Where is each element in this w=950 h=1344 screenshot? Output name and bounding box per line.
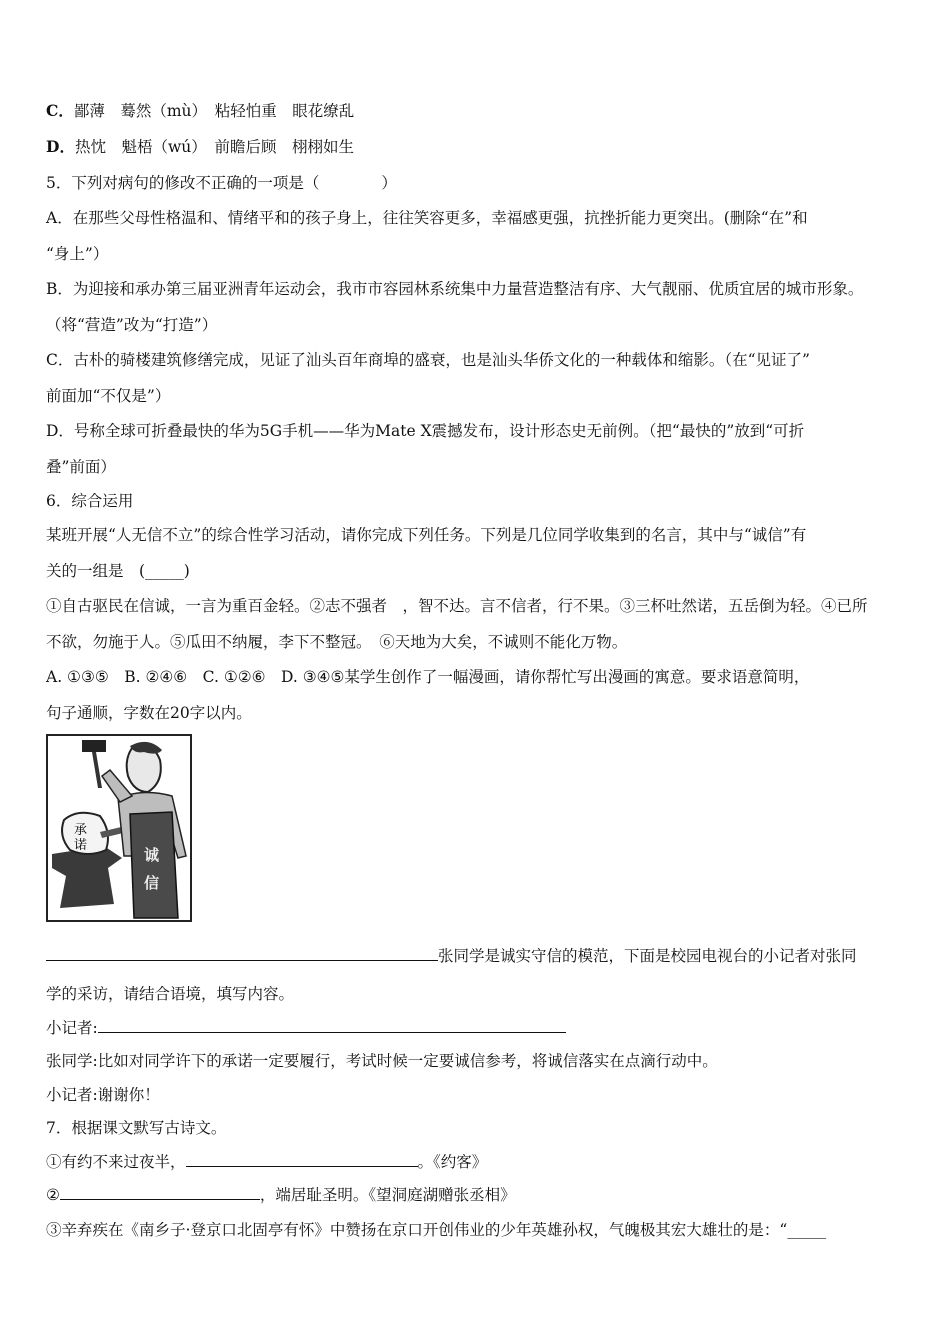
q7-blank-1[interactable]: [186, 1152, 418, 1167]
answer-blank[interactable]: [46, 946, 438, 961]
q6-answer-line1: [46, 944, 906, 968]
option-text: 鄙薄 蓦然（mù） 粘轻怕重 眼花缭乱: [73, 102, 355, 120]
q4-option-c: [46, 99, 906, 123]
q6-answer-line2: 学的采访，请结合语境，填写内容。: [46, 985, 295, 1003]
q6-title: 6．综合运用: [46, 492, 134, 510]
q6-intro-line2: 关的一组是 (_____): [46, 562, 190, 580]
q6-quotes-line1: ①自古驱民在信诚，一言为重百金轻。②志不强者 ，智不达。言不信者，行不果。③三杯吐然诺，五岳倒为轻。④已所: [46, 597, 868, 615]
rock-word-2: 诺: [74, 838, 88, 853]
q6-options-line2: 句子通顺，字数在20字以内。: [46, 704, 252, 722]
q5-option-a-line1: A．在那些父母性格温和、情绪平和的孩子身上，往往笑容更多，幸福感更强，抗挫折能力更突出。(删除“在”和: [46, 209, 808, 227]
q5-option-d-line1: D．号称全球可折叠最快的华为5G手机——华为Mate X震撼发布，设计形态史无前例。（把“最快的”放到“可折: [46, 422, 805, 440]
q5-option-b-line1: B．为迎接和承办第三届亚洲青年运动会，我市市容园林系统集中力量营造整洁有序、大气靓丽、优质宜居的城市形象。: [46, 280, 864, 298]
reporter-label: 小记者:: [46, 1019, 98, 1037]
zhang-reply: 张同学:比如对同学许下的承诺一定要履行，考试时候一定要诚信参考，将诚信落实在点滴行动中。: [46, 1052, 718, 1070]
q5-option-c-line1: C．古朴的骑楼建筑修缮完成，见证了汕头百年商埠的盛衰，也是汕头华侨文化的一种载体和缩影。（在“见证了”: [46, 351, 810, 369]
option-letter: C．: [46, 101, 74, 120]
q5-option-c-line2: 前面加“不仅是”）: [46, 387, 171, 405]
q6-options-line1: A. ①③⑤ B. ②④⑥ C. ①②⑥ D. ③④⑤某学生创作了一幅漫画，请你帮忙写出漫画的寓意。要求语意简明，: [46, 668, 810, 686]
q7-line1-post: 。《约客》: [417, 1153, 488, 1171]
cartoon-image: [46, 734, 192, 922]
q7-line2-pre: ②: [46, 1186, 60, 1204]
q7-blank-2[interactable]: [60, 1185, 260, 1200]
q7-line2: [46, 1183, 906, 1207]
cartoon-drawing: [48, 736, 190, 920]
q5-option-a-line2: “身上”）: [46, 245, 109, 263]
q7-line1: [46, 1150, 906, 1174]
apron-word-2: 信: [144, 874, 160, 892]
q5-option-b-line2: （将“营造”改为“打造”）: [46, 316, 218, 334]
q7-line3: ③辛弃疾在《南乡子·登京口北固亭有怀》中赞扬在京口开创伟业的少年英雄孙权，气魄极其宏大雄壮的是：“_____: [46, 1221, 827, 1239]
q7-line1-pre: ①有约不来过夜半，: [46, 1153, 186, 1171]
q6-intro-line1: 某班开展“人无信不立”的综合性学习活动，请你完成下列任务。下列是几位同学收集到的名言，其中与“诚信”有: [46, 526, 807, 544]
q7-title: 7．根据课文默写古诗文。: [46, 1119, 227, 1137]
option-text: 热忱 魁梧（wú） 前瞻后顾 栩栩如生: [74, 138, 354, 156]
apron-word-1: 诚: [144, 846, 160, 864]
reporter-question-blank[interactable]: [98, 1018, 566, 1033]
q7-line2-post: ，端居耻圣明。《望洞庭湖赠张丞相》: [259, 1186, 516, 1204]
option-letter: D．: [46, 137, 75, 156]
q6-quotes-line2: 不欲，勿施于人。⑤瓜田不纳履，李下不整冠。 ⑥天地为大矣，不诚则不能化万物。: [46, 633, 628, 651]
reporter-question: [46, 1016, 906, 1040]
rock-word-1: 承: [74, 823, 88, 838]
q5-option-d-line2: 叠”前面）: [46, 458, 116, 476]
reporter-thanks: 小记者:谢谢你！: [46, 1086, 160, 1104]
after-blank-text: 张同学是诚实守信的模范，下面是校园电视台的小记者对张同: [438, 947, 857, 965]
q5-stem: 5．下列对病句的修改不正确的一项是（ ）: [46, 174, 397, 192]
q4-option-d: [46, 135, 906, 159]
